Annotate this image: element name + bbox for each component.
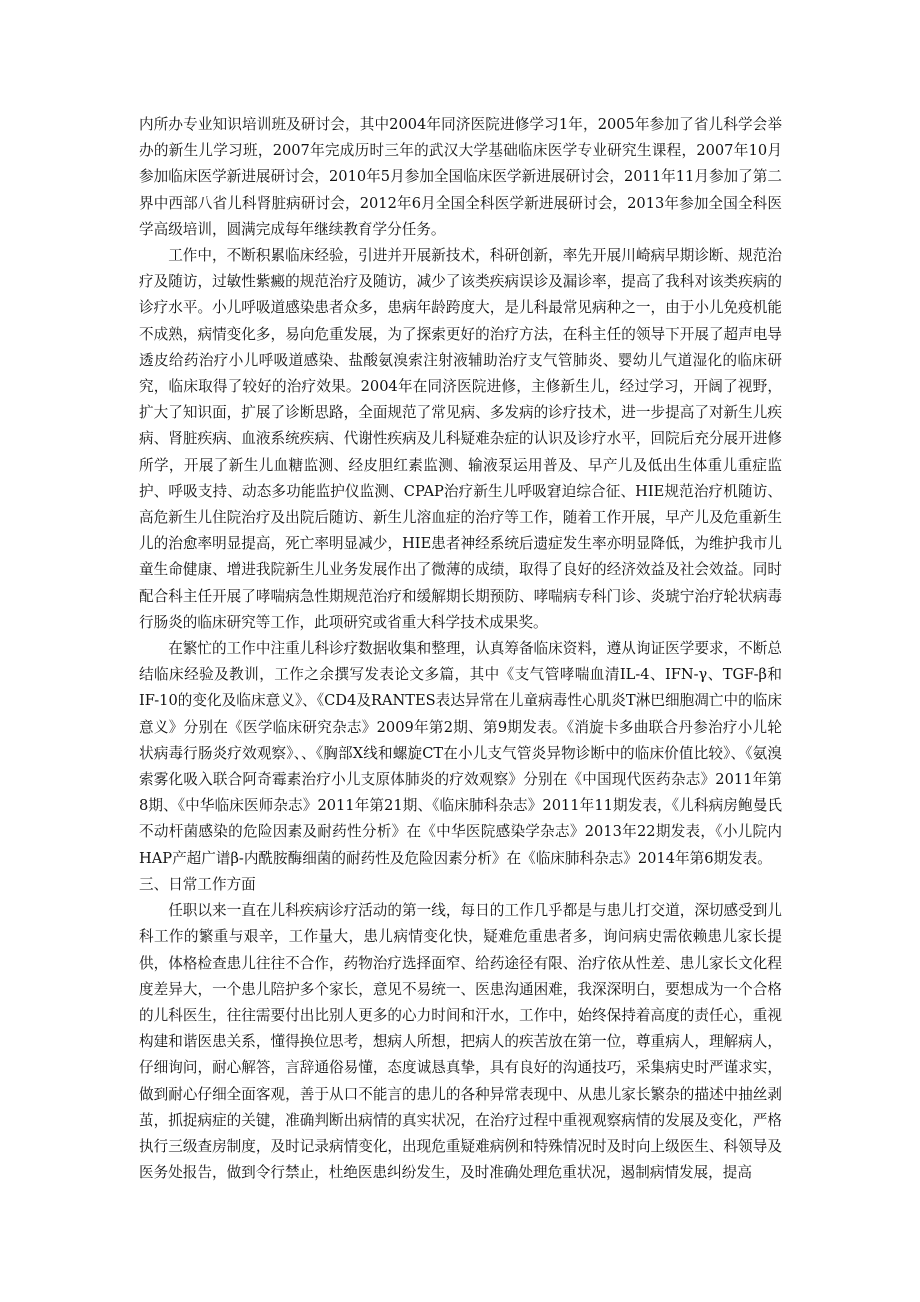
paragraph-training: 内所办专业知识培训班及研讨会，其中2004年同济医院进修学习1年，2005年参加了省儿科学会举办的新生儿学习班，2007年完成历时三年的武汉大学基础临床医学专业研究生课程，2007年10月参加临床医学新进展研讨会，2010年5月参加全国临床医学新进展研讨会，2011年11月参加了第二界中西部八省儿科肾脏病研讨会，2012年6月全国全科医学新进展研讨会，2013年参加全国全科医学高级培训，圆满完成每年继续教育学分任务。 (139, 116, 782, 238)
section-heading: 三、日常工作方面 (139, 875, 256, 893)
paragraph-clinical-work: 工作中，不断积累临床经验，引进并开展新技术，科研创新，率先开展川崎病早期诊断、规范治疗及随访，过敏性紫癜的规范治疗及随访，减少了该类疾病误诊及漏诊率，提高了我科对该类疾病的诊疗水平。小儿呼吸道感染患者众多，患病年龄跨度大，是儿科最常见病种之一，由于小儿免疫机能不成熟，病情变化多，易向危重发展，为了探索更好的治疗方法，在科主任的领导下开展了超声电导透皮给药治疗小儿呼吸道感染、盐酸氨溴索注射液辅助治疗支气管肺炎、婴幼儿气道湿化的临床研究，临床取得了较好的治疗效果。2004年在同济医院进修，主修新生儿，经过学习，开阔了视野，扩大了知识面，扩展了诊断思路，全面规范了常见病、多发病的诊疗技术，进一步提高了对新生儿疾病、肾脏疾病、血液系统疾病、代谢性疾病及儿科疑难杂症的认识及诊疗水平，回院后充分展开进修所学，开展了新生儿血糖监测、经皮胆红素监测、输液泵运用普及、早产儿及低出生体重儿重症监护、呼吸支持、动态多功能监护仪监测、CPAP治疗新生儿呼吸窘迫综合征、HIE规范治疗机随访、高危新生儿住院治疗及出院后随访、新生儿溶血症的治疗等工作，随着工作开展，早产儿及危重新生儿的治愈率明显提高，死亡率明显减少，HIE患者神经系统后遗症发生率亦明显降低，为维护我市儿童生命健康、增进我院新生儿业务发展作出了微薄的成绩，取得了良好的经济效益及社会效益。同时配合科主任开展了哮喘病急性期规范治疗和缓解期长期预防、哮喘病专科门诊、炎琥宁治疗轮状病毒行肠炎的临床研究等工作，此项研究或省重大科学技术成果奖。 (139, 247, 782, 631)
paragraph-publications: 在繁忙的工作中注重儿科诊疗数据收集和整理，认真筹备临床资料，遵从询证医学要求，不断总结临床经验及教训，工作之余撰写发表论文多篇，其中《支气管哮喘血清IL-4、IFN-γ、TGF-β和IF-10的变化及临床意义》、《CD4及RANTES表达异常在儿童病毒性心肌炎T淋巴细胞凋亡中的临床意义》分别在《医学临床研究杂志》2009年第2期、第9期发表。《消旋卡多曲联合丹参治疗小儿轮状病毒行肠炎疗效观察》、、《胸部X线和螺旋CT在小儿支气管炎异物诊断中的临床价值比较》、《氨溴索雾化吸入联合阿奇霉素治疗小儿支原体肺炎的疗效观察》分别在《中国现代医药杂志》2011年第8期、《中华临床医师杂志》2011年第21期、《临床肺科杂志》2011年11期发表，《儿科病房鲍曼氏不动杆菌感染的危险因素及耐药性分析》在《中华医院感染学杂志》2013年22期发表，《小儿院内HAP产超广谱β-内酰胺酶细菌的耐药性及危险因素分析》在《临床肺科杂志》2014年第6期发表。 (139, 640, 782, 867)
document-body (139, 112, 782, 1186)
paragraph-daily-work: 任职以来一直在儿科疾病诊疗活动的第一线，每日的工作几乎都是与患儿打交道，深切感受到儿科工作的繁重与艰辛，工作量大，患儿病情变化快，疑难危重患者多，询问病史需依赖患儿家长提供，体格检查患儿往往不合作，药物治疗选择面窄、给药途径有限、治疗依从性差、患儿家长文化程度差异大，一个患儿陪护多个家长，意见不易统一、医患沟通困难，我深深明白，要想成为一个合格的儿科医生，往往需要付出比别人更多的心力时间和汗水，工作中，始终保持着高度的责任心，重视构建和谐医患关系，懂得换位思考，想病人所想，把病人的疾苦放在第一位，尊重病人，理解病人，仔细询问，耐心解答，言辞通俗易懂，态度诚恳真挚，具有良好的沟通技巧，采集病史时严谨求实，做到耐心仔细全面客观，善于从口不能言的患儿的各种异常表现中、从患儿家长繁杂的描述中抽丝剥茧，抓捉病症的关键，准确判断出病情的真实状况，在治疗过程中重视观察病情的发展及变化，严格执行三级查房制度，及时记录病情变化，出现危重疑难病例和特殊情况时及时向上级医生、科领导及医务处报告，做到令行禁止，杜绝医患纠纷发生，及时准确处理危重状况，遏制病情发展，提高 (139, 902, 782, 1182)
